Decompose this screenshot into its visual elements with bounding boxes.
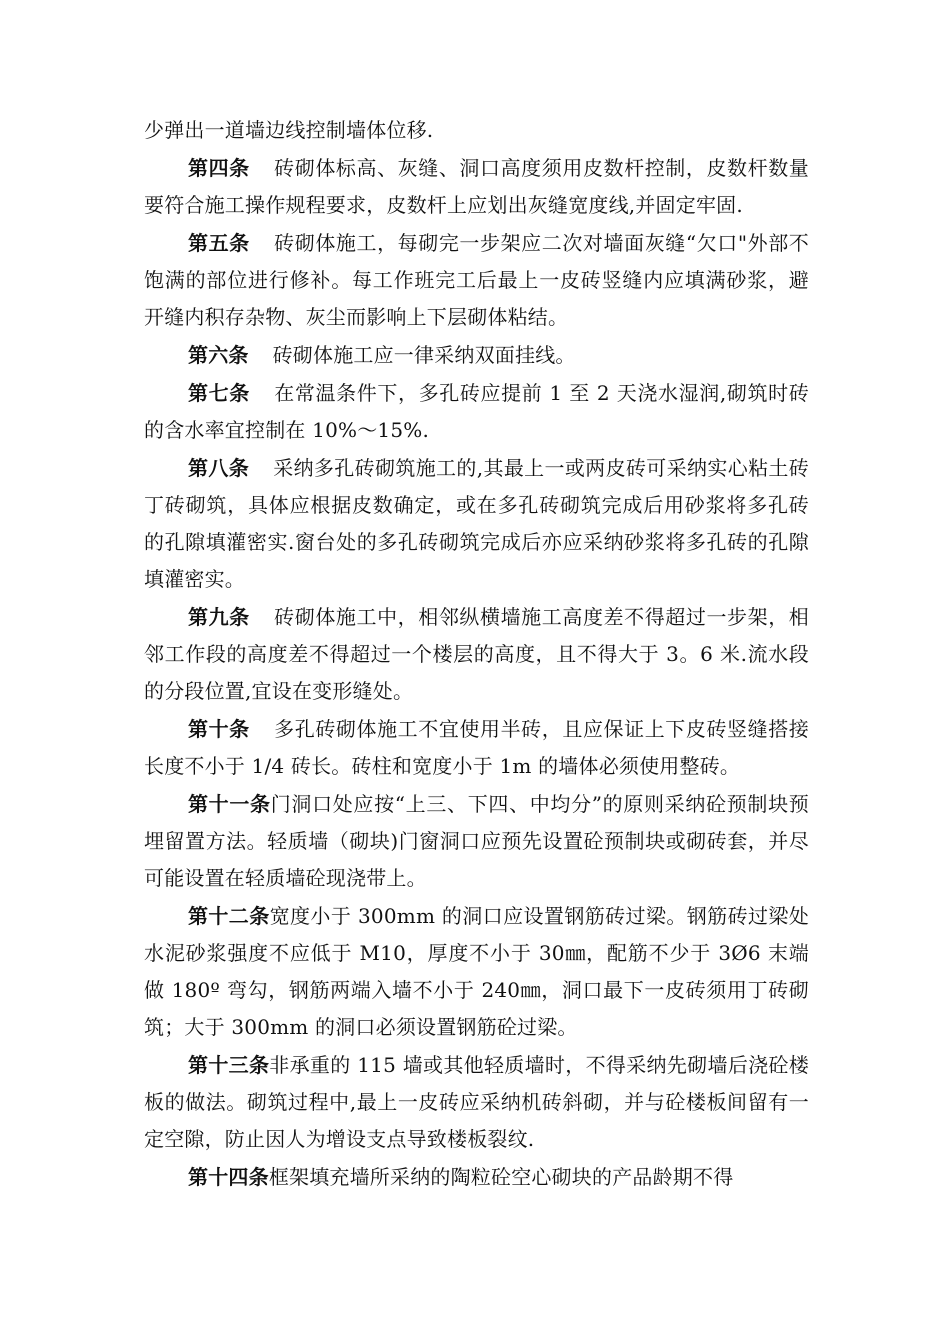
article-text: 非承重的 115 墙或其他轻质墙时，不得采纳先砌墙后浇砼楼板的做法。砌筑过程中,最上一皮砖应采纳机砖斜砌，并与砼楼板间留有一定空隙，防止因人为增设支点导致楼板裂纹.: [144, 1053, 809, 1151]
article-7: [144, 375, 809, 449]
article-text: 砖砌体标高、灰缝、洞口高度须用皮数杆控制，皮数杆数量要符合施工操作规程要求，皮数杆上应划出灰缝宽度线,并固定牢固.: [144, 156, 809, 217]
article-label: 第四条: [188, 156, 250, 180]
article-text: 砖砌体施工，每砌完一步架应二次对墙面灰缝“欠口"外部不饱满的部位进行修补。每工作班完工后最上一皮砖竖缝内应填满砂浆，避开缝内积存杂物、灰尘而影响上下层砌体粘结。: [144, 231, 809, 329]
article-14: [144, 1159, 809, 1196]
article-text: 砖砌体施工中，相邻纵横墙施工高度差不得超过一步架，相邻工作段的高度差不得超过一个楼层的高度，且不得大于 3。6 米.流水段的分段位置,宜设在变形缝处。: [144, 605, 809, 703]
article-label: 第十一条: [188, 792, 271, 816]
article-text: 多孔砖砌体施工不宜使用半砖，且应保证上下皮砖竖缝搭接长度不小于 1/4 砖长。砖柱和宽度小于 1m 的墙体必须使用整砖。: [144, 717, 809, 778]
article-12: [144, 898, 809, 1046]
article-label: 第十条: [188, 717, 250, 741]
article-label: 第九条: [188, 605, 250, 629]
article-11: [144, 786, 809, 897]
continuation-paragraph: 少弹出一道墙边线控制墙体位移.: [144, 118, 434, 142]
document-body: [144, 112, 809, 1197]
article-text: 门洞口处应按“上三、下四、中均分”的原则采纳砼预制块预埋留置方法。轻质墙（砌块)门窗洞口应预先设置砼预制块或砌砖套，并尽可能设置在轻质墙砼现浇带上。: [144, 792, 809, 890]
article-text: 在常温条件下，多孔砖应提前 1 至 2 天浇水湿润,砌筑时砖的含水率宜控制在 10%～15%.: [144, 381, 809, 442]
article-label: 第八条: [188, 456, 250, 480]
article-label: 第十三条: [188, 1053, 270, 1077]
article-label: 第十二条: [188, 904, 270, 928]
article-label: 第十四条: [188, 1165, 269, 1189]
article-9: [144, 599, 809, 710]
article-text: 宽度小于 300mm 的洞口应设置钢筋砖过梁。钢筋砖过梁处水泥砂浆强度不应低于 M10，厚度不小于 30㎜，配筋不少于 3Ø6 末端做 180º 弯勾，钢筋两端入墙不小于 240㎜，洞口最下一皮砖须用丁砖砌筑；大于 300mm 的洞口必须设置钢筋砼过梁。: [144, 904, 809, 1039]
article-label: 第七条: [188, 381, 250, 405]
article-13: [144, 1047, 809, 1158]
article-label: 第六条: [188, 343, 249, 367]
article-6: [144, 337, 809, 374]
article-text: 采纳多孔砖砌筑施工的,其最上一或两皮砖可采纳实心粘土砖丁砖砌筑，具体应根据皮数确定，或在多孔砖砌筑完成后用砂浆将多孔砖的孔隙填灌密实.窗台处的多孔砖砌筑完成后亦应采纳砂浆将多孔砖的孔隙填灌密实。: [144, 456, 809, 591]
article-4: [144, 150, 809, 224]
article-text: 砖砌体施工应一律采纳双面挂线。: [272, 343, 576, 367]
article-5: [144, 225, 809, 336]
article-10: [144, 711, 809, 785]
article-label: 第五条: [188, 231, 250, 255]
article-8: [144, 450, 809, 598]
article-text: 框架填充墙所采纳的陶粒砼空心砌块的产品龄期不得: [268, 1165, 734, 1189]
